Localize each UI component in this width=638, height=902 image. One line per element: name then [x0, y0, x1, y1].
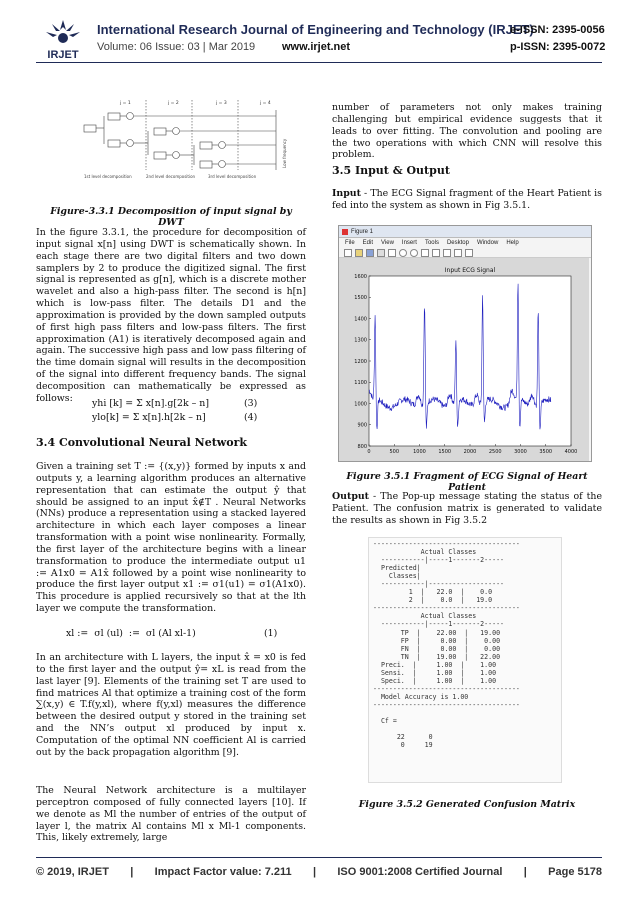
console-line: 0 19 [373, 741, 433, 750]
paragraph-overfitting: number of parameters not only makes training challenging but empirical evidence suggests that it leads to over fitting. The convolution and pooling are the two operations with which CNN will resolve this problem. [332, 102, 602, 161]
confusion-matrix-console [368, 537, 562, 783]
y-tick-label: 1100 [354, 380, 367, 387]
pointer-icon[interactable] [388, 249, 396, 257]
equation-1-number: (1) [264, 628, 278, 639]
console-line: Actual Classes [373, 612, 477, 621]
console-line: Model Accuracy is 1.00 [373, 692, 469, 701]
menu-bar [339, 238, 591, 248]
console-line: Speci. | 1.00 | 1.00 [373, 676, 497, 685]
figure-3-3-1-caption: Figure-3.3.1 Decomposition of input signal by DWT [50, 206, 292, 228]
x-tick-label: 2000 [463, 449, 477, 455]
y-tick-label: 1000 [354, 401, 367, 408]
console-line: ------------------------------------- [373, 700, 520, 709]
p-issn: p-ISSN: 2395-0072 [510, 41, 606, 53]
ecg-signal-chart [339, 258, 589, 461]
console-line: ------------------------------------- [373, 540, 520, 548]
console-line [373, 709, 557, 717]
console-line: Classes| [373, 572, 421, 581]
rotate-icon[interactable] [432, 249, 440, 257]
svg-text:Low frequency: Low frequency [282, 138, 287, 168]
new-figure-icon[interactable] [344, 249, 352, 257]
console-line: -----------|-----1-------2----- [373, 556, 505, 565]
data-cursor-icon[interactable] [443, 249, 451, 257]
equation-4: ylo[k] = Σ x[n].h[2k – n] [92, 412, 206, 423]
save-icon[interactable] [366, 249, 374, 257]
x-tick-label: 1500 [438, 449, 452, 455]
paragraph-output: Output - The Pop-up message stating the status of the Patient. The confusion matrix is generated to validate the results as shown in Fig 3.5.2 [332, 491, 602, 526]
footer-rule [36, 857, 602, 858]
equation-1: xl := σl (ul) := σl (Al xl-1) [66, 628, 196, 639]
footer-iso: ISO 9001:2008 Certified Journal [337, 866, 503, 878]
figure-3-5-2-caption: Figure 3.5.2 Generated Confusion Matrix [358, 799, 576, 810]
console-line: 1 | 22.0 | 0.0 [373, 588, 493, 597]
menu-view[interactable]: View [381, 240, 394, 246]
paragraph-input: Input - The ECG Signal fragment of the Heart Patient is fed into the system as shown in Fig 3.5.1. [332, 188, 602, 211]
console-line: TN | 19.00 | 22.00 [373, 652, 501, 661]
svg-text:1st level decomposition: 1st level decomposition [84, 174, 132, 179]
footer-impact-factor: Impact Factor value: 7.211 [154, 866, 292, 878]
section-heading-3-4: 3.4 Convolutional Neural Network [36, 436, 248, 449]
zoom-in-icon[interactable] [399, 249, 407, 257]
console-line: FP | 0.00 | 0.00 [373, 636, 501, 645]
y-tick-label: 1500 [354, 295, 367, 302]
console-line: Predicted| [373, 564, 421, 573]
console-line: -----------|-----1-------2----- [373, 620, 505, 629]
y-tick-label: 1300 [354, 337, 367, 344]
svg-text:j = 3: j = 3 [216, 101, 227, 106]
footer-separator: | [130, 866, 134, 878]
paragraph-cnn-intro: Given a training set T := {(x,y)} formed by inputs x and outputs y, a learning algorithm produces an alternative representation that can estimate the output ŷ that should be assigned to an input x̂∉T . Neural Networks (NNs) produce a representation using a stacked layered architecture in which each layer composes a linear transformation with a point wise nonlinearity. Formally, the first layer of the architecture begins with a linear transformation to produce the intermediate output u1 := A1x0 = A1x̂ followed by a point wise nonlinearity to produce the first layer output x1 := σ1(u1) = σ1(A1x0). This procedure is applied recursively so that at the lth layer we compute the transformation. [36, 461, 306, 615]
equation-4-number: (4) [244, 412, 258, 423]
journal-title: International Research Journal of Engineering and Technology (IRJET) [97, 22, 534, 37]
paragraph-mlp: The Neural Network architecture is a multilayer perceptron composed of fully connected layers [10]. If we denote as Ml the number of entries of the output of layer l, the matrix Al contains Ml x Ml-1 components. This, likely extremely, large [36, 785, 306, 844]
colorbar-icon[interactable] [454, 249, 462, 257]
zoom-out-icon[interactable] [410, 249, 418, 257]
header-rule [36, 62, 602, 63]
svg-text:j = 2: j = 2 [168, 101, 179, 106]
equation-3-number: (3) [244, 398, 258, 409]
console-line: Actual Classes [373, 548, 477, 557]
equation-3: yhi [k] = Σ x[n].g[2k – n] [92, 398, 209, 409]
console-line: Preci. | 1.00 | 1.00 [373, 660, 497, 669]
x-tick-label: 1000 [413, 449, 426, 455]
console-line [373, 725, 557, 733]
window-titlebar [339, 226, 591, 238]
x-tick-label: 500 [389, 449, 400, 455]
menu-desktop[interactable]: Desktop [446, 240, 469, 246]
svg-text:j = 4: j = 4 [260, 101, 271, 106]
volume-issue: Volume: 06 Issue: 03 | Mar 2019 [97, 41, 256, 53]
figure-3-5-1-caption: Figure 3.5.1 Fragment of ECG Signal of Heart Patient [346, 471, 588, 493]
svg-text:2nd level decomposition: 2nd level decomposition [146, 174, 196, 179]
print-icon[interactable] [377, 249, 385, 257]
chart-title: Input ECG Signal [444, 267, 496, 274]
svg-text:j = 1: j = 1 [120, 101, 131, 106]
pan-icon[interactable] [421, 249, 429, 257]
irjet-logo [36, 18, 90, 62]
legend-icon[interactable] [465, 249, 473, 257]
console-line: 2 | 0.0 | 19.0 [373, 596, 493, 605]
console-line: ------------------------------------- [373, 604, 520, 613]
menu-file[interactable]: File [345, 240, 355, 246]
y-tick-label: 900 [357, 422, 367, 429]
paragraph-dwt: In the figure 3.3.1, the procedure for decomposition of input signal x[n] using DWT is schematically shown. In each stage there are two digital filters and two down samplers by 2 to produce the digitized signal. The first signal is represented as g[n], which is a discrete mother wavelet and also a high-pass filter. The second is h[n] which is low-pass filter. The details D1 and the approximation is provided by the down sampled outputs of first high pass filters and low-pass filters. The first approximation (A1) is iteratively decomposed again and again. The successive high pass and low pass filtering of the time domain signal will results in the decomposition of the signal into different frequency bands. The signal decomposition can mathematically be expressed as follows: [36, 227, 306, 404]
console-line: -----------|------------------- [373, 580, 505, 589]
open-file-icon[interactable] [355, 249, 363, 257]
menu-help[interactable]: Help [506, 240, 519, 246]
menu-tools[interactable]: Tools [424, 240, 439, 246]
x-tick-label: 3500 [539, 449, 553, 455]
toolbar [339, 248, 591, 258]
x-tick-label: 3000 [514, 449, 527, 455]
console-line: TP | 22.00 | 19.00 [373, 628, 501, 637]
x-tick-label: 4000 [564, 449, 578, 455]
console-line: ------------------------------------- [373, 684, 520, 693]
y-tick-label: 800 [357, 443, 367, 450]
paragraph-layers: In an architecture with L layers, the input x̂ = x0 is fed to the first layer and the output ŷ= xL is read from the last layer [9]. Elements of the training set T are used to find matrices Al that optimize a training cost of the form ∑(x,y) ∈ T.f(y,xl), where f(y,xl) measures the difference between the desired output y stored in the training set and the NN’s output xl produced by input x. Computation of the optimal NN coefficient Al is carried out by the back propagation algorithm [9]. [36, 652, 306, 758]
menu-edit[interactable]: Edit [362, 240, 374, 246]
footer-separator: | [312, 866, 317, 878]
console-line: Cf = [373, 717, 397, 726]
footer-copyright: © 2019, IRJET [36, 866, 109, 878]
dwt-decomposition-figure [80, 98, 300, 193]
section-heading-3-5: 3.5 Input & Output [332, 164, 450, 177]
footer-separator: | [523, 866, 527, 878]
figure-icon [342, 229, 348, 235]
menu-insert[interactable]: Insert [401, 240, 417, 246]
console-line: FN | 0.00 | 0.00 [373, 644, 501, 653]
matlab-figure-window [338, 225, 592, 462]
y-tick-label: 1400 [354, 316, 367, 323]
e-issn: e-ISSN: 2395-0056 [510, 24, 605, 36]
svg-text:3rd level decomposition: 3rd level decomposition [208, 174, 257, 179]
console-output [369, 538, 561, 751]
website-link[interactable]: www.irjet.net [282, 41, 351, 53]
window-title: Figure 1 [351, 228, 374, 235]
y-tick-label: 1200 [354, 358, 367, 365]
x-tick-label: 0 [367, 449, 371, 455]
x-tick-label: 2500 [488, 449, 502, 455]
footer [36, 866, 602, 878]
console-line: 22 0 [373, 733, 433, 742]
menu-window[interactable]: Window [476, 240, 499, 246]
y-tick-label: 1600 [354, 273, 367, 280]
footer-page-number: Page 5178 [548, 866, 602, 878]
svg-text:IRJET: IRJET [47, 49, 79, 61]
console-line: Sensi. | 1.00 | 1.00 [373, 668, 497, 677]
